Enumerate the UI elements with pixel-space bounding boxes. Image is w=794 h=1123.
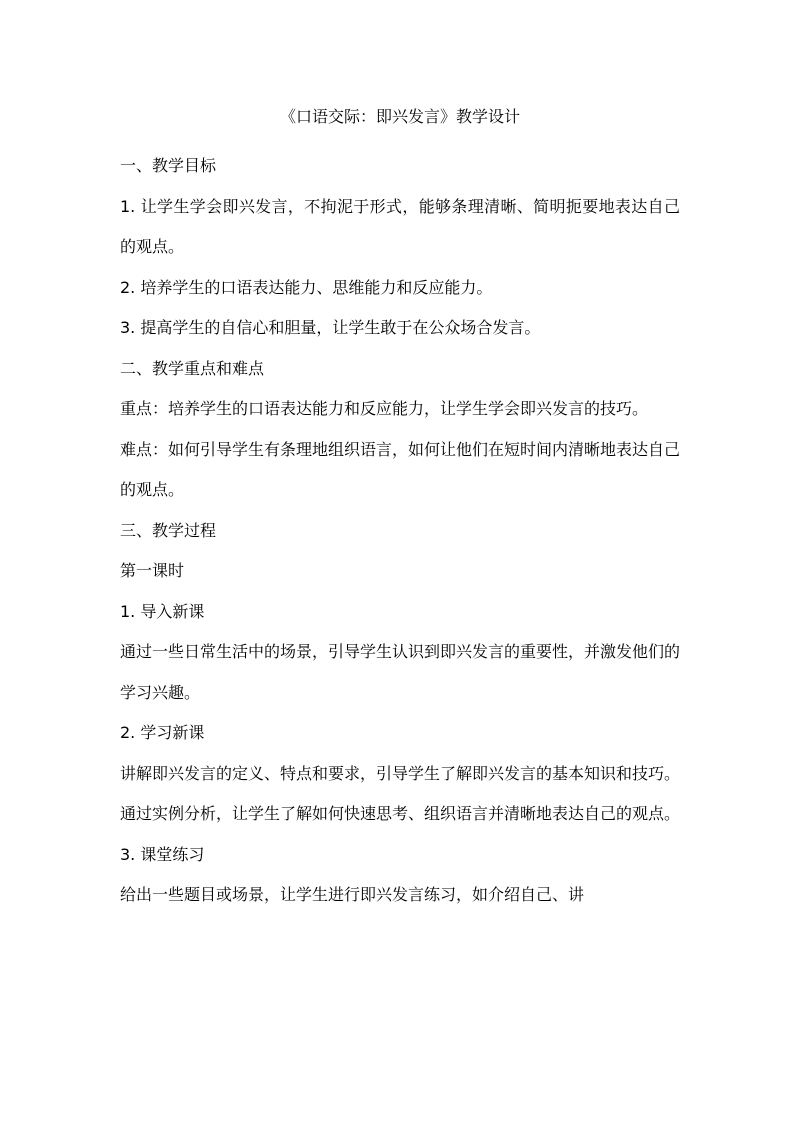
section-heading-key-points: 二、教学重点和难点	[120, 358, 265, 378]
document-page	[120, 100, 680, 916]
section-heading-process: 三、教学过程	[120, 520, 217, 540]
step-intro-paragraph: 通过一些日常生活中的场景，引导学生认识到即兴发言的重要性，并激发他们的学习兴趣。	[120, 642, 681, 702]
difficulty-paragraph: 难点：如何引导学生有条理地组织语言，如何让他们在短时间内清晰地表达自己的观点。	[120, 439, 681, 499]
objective-item-3: 3. 提高学生的自信心和胆量，让学生敢于在公众场合发言。	[120, 318, 541, 337]
step-heading-intro: 1. 导入新课	[120, 601, 205, 621]
lesson-heading-first: 第一课时	[120, 561, 185, 580]
step-heading-learn: 2. 学习新课	[120, 723, 205, 742]
step-heading-practice: 3. 课堂练习	[120, 844, 205, 864]
document-title: 《口语交际：即兴发言》教学设计	[279, 107, 520, 126]
step-learn-paragraph: 讲解即兴发言的定义、特点和要求，引导学生了解即兴发言的基本知识和技巧。通过实例分析，让学生了解如何快速思考、组织语言并清晰地表达自己的观点。	[120, 763, 681, 823]
step-practice-paragraph: 给出一些题目或场景，让学生进行即兴发言练习，如介绍自己、讲	[120, 885, 585, 904]
objective-item-1: 1. 让学生学会即兴发言，不拘泥于形式，能够条理清晰、简明扼要地表达自己的观点。	[120, 196, 680, 256]
key-point-paragraph: 重点：培养学生的口语表达能力和反应能力，让学生学会即兴发言的技巧。	[120, 399, 649, 418]
section-heading-objectives: 一、教学目标	[120, 156, 217, 175]
objective-item-2: 2. 培养学生的口语表达能力、思维能力和反应能力。	[120, 277, 493, 297]
